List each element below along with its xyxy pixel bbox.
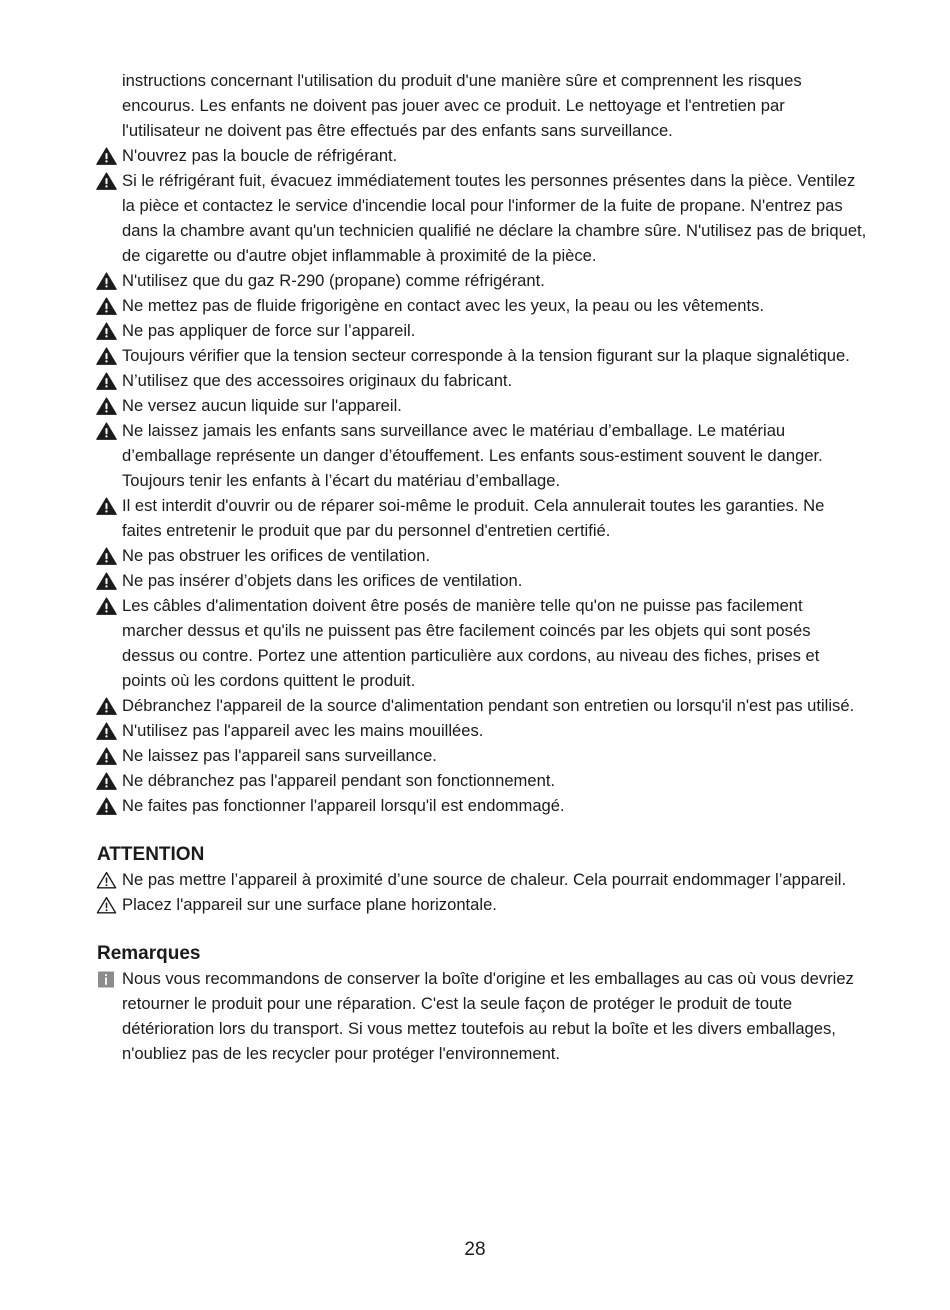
warning-filled-icon xyxy=(96,422,117,440)
list-item-text: Ne laissez pas l'appareil sans surveillance. xyxy=(122,746,437,765)
list-item-text: Ne laissez jamais les enfants sans surveillance avec le matériau d’emballage. Le matériau d’emballage représente un danger d’étouffement. Les enfants sous-estiment souvent le danger. Toujours tenir les enfants à l’écart du matériau d’emballage. xyxy=(122,421,823,490)
section-spacer xyxy=(97,818,867,842)
list-item-text: Ne pas insérer d’objets dans les orifices de ventilation. xyxy=(122,571,523,590)
list-item-text: Ne pas appliquer de force sur l’appareil. xyxy=(122,321,416,340)
warning-filled-icon xyxy=(96,497,117,515)
warning-filled-icon xyxy=(96,597,117,615)
list-item xyxy=(97,343,867,368)
list-item xyxy=(97,768,867,793)
list-item xyxy=(97,718,867,743)
warning-filled-icon xyxy=(96,322,117,340)
list-item xyxy=(97,793,867,818)
list-item-text: N'utilisez pas l'appareil avec les mains mouillées. xyxy=(122,721,484,740)
list-item xyxy=(97,593,867,693)
warning-filled-icon xyxy=(96,397,117,415)
warning-filled-icon xyxy=(96,747,117,765)
list-item-text: Si le réfrigérant fuit, évacuez immédiatement toutes les personnes présentes dans la pièce. Ventilez la pièce et contactez le service d'incendie local pour l'informer de la fuite de propane. N'entrez pas dans la chambre avant qu'un technicien qualifié ne déclare la chambre sûre. N'utilisez pas de briquet, de cigarette ou d'autre objet inflammable à proximité de la pièce. xyxy=(122,171,867,265)
warning-filled-icon xyxy=(96,147,117,165)
warning-filled-icon xyxy=(96,372,117,390)
list-item-text: Placez l'appareil sur une surface plane horizontale. xyxy=(122,895,497,914)
list-item xyxy=(97,68,867,143)
list-item-text: Nous vous recommandons de conserver la boîte d'origine et les emballages au cas où vous devriez retourner le produit pour une réparation. C'est la seule façon de protéger le produit de toute détérioration lors du transport. Si vous mettez toutefois au rebut la boîte et les divers emballages, n'oubliez pas de les recycler pour protéger l'environnement. xyxy=(122,969,854,1063)
page-content xyxy=(97,68,867,1066)
list-item-text: N'ouvrez pas la boucle de réfrigérant. xyxy=(122,146,398,165)
list-item xyxy=(97,368,867,393)
list-item-text: Toujours vérifier que la tension secteur corresponde à la tension figurant sur la plaque signalétique. xyxy=(122,346,850,365)
list-item-text: Il est interdit d'ouvrir ou de réparer soi-même le produit. Cela annulerait toutes les garanties. Ne faites entretenir le produit que par du personnel d'entretien certifié. xyxy=(122,496,825,540)
remarques-heading: Remarques xyxy=(97,943,201,964)
list-item xyxy=(97,867,867,892)
warning-filled-icon xyxy=(96,697,117,715)
warning-filled-icon xyxy=(96,297,117,315)
list-item-text: Ne pas mettre l’appareil à proximité d’une source de chaleur. Cela pourrait endommager l’appareil. xyxy=(122,870,847,889)
list-item-text: Ne faites pas fonctionner l'appareil lorsqu'il est endommagé. xyxy=(122,796,565,815)
warning-outline-icon xyxy=(96,871,117,889)
warning-filled-icon xyxy=(96,547,117,565)
list-item xyxy=(97,143,867,168)
warning-filled-icon xyxy=(96,572,117,590)
list-item-text: Ne débranchez pas l'appareil pendant son fonctionnement. xyxy=(122,771,556,790)
page-number: 28 xyxy=(464,1239,486,1260)
list-item-text: N'utilisez que du gaz R-290 (propane) comme réfrigérant. xyxy=(122,271,545,290)
warning-filled-icon xyxy=(96,797,117,815)
list-item xyxy=(97,393,867,418)
warnings-list xyxy=(97,68,867,818)
info-icon xyxy=(96,970,117,988)
list-item xyxy=(97,543,867,568)
list-item-text: Les câbles d'alimentation doivent être posés de manière telle qu'on ne puisse pas facilement marcher dessus et qu'ils ne puissent pas être facilement coincés par les objets qui sont posés dessus ou contre. Portez une attention particulière aux cordons, au niveau des fiches, prises et points où les cordons quittent le produit. xyxy=(122,596,820,690)
list-item-text: N’utilisez que des accessoires originaux du fabricant. xyxy=(122,371,513,390)
list-item xyxy=(97,693,867,718)
list-item xyxy=(97,293,867,318)
list-item xyxy=(97,318,867,343)
attention-section xyxy=(97,842,867,917)
list-item-text: Débranchez l'appareil de la source d'alimentation pendant son entretien ou lorsqu'il n'est pas utilisé. xyxy=(122,696,855,715)
list-item xyxy=(97,743,867,768)
list-item xyxy=(97,892,867,917)
warning-filled-icon xyxy=(96,272,117,290)
list-item xyxy=(97,168,867,268)
list-item-text: Ne pas obstruer les orifices de ventilation. xyxy=(122,546,431,565)
section-spacer xyxy=(97,917,867,941)
list-item xyxy=(97,493,867,543)
list-item xyxy=(97,966,867,1066)
warning-filled-icon xyxy=(96,172,117,190)
list-item xyxy=(97,418,867,493)
list-item xyxy=(97,568,867,593)
warning-filled-icon xyxy=(96,347,117,365)
list-item-text: Ne mettez pas de fluide frigorigène en contact avec les yeux, la peau ou les vêtements. xyxy=(122,296,764,315)
list-item xyxy=(97,268,867,293)
list-item-text: Ne versez aucun liquide sur l'appareil. xyxy=(122,396,402,415)
list-item-text: instructions concernant l'utilisation du produit d'une manière sûre et comprennent les risques encourus. Les enfants ne doivent pas jouer avec ce produit. Le nettoyage et l'entretien par l'utilisateur ne doivent pas être effectués par des enfants sans surveillance. xyxy=(122,71,802,140)
warning-filled-icon xyxy=(96,772,117,790)
attention-heading: ATTENTION xyxy=(97,844,205,865)
warning-outline-icon xyxy=(96,896,117,914)
remarques-section xyxy=(97,941,867,1066)
warning-filled-icon xyxy=(96,722,117,740)
